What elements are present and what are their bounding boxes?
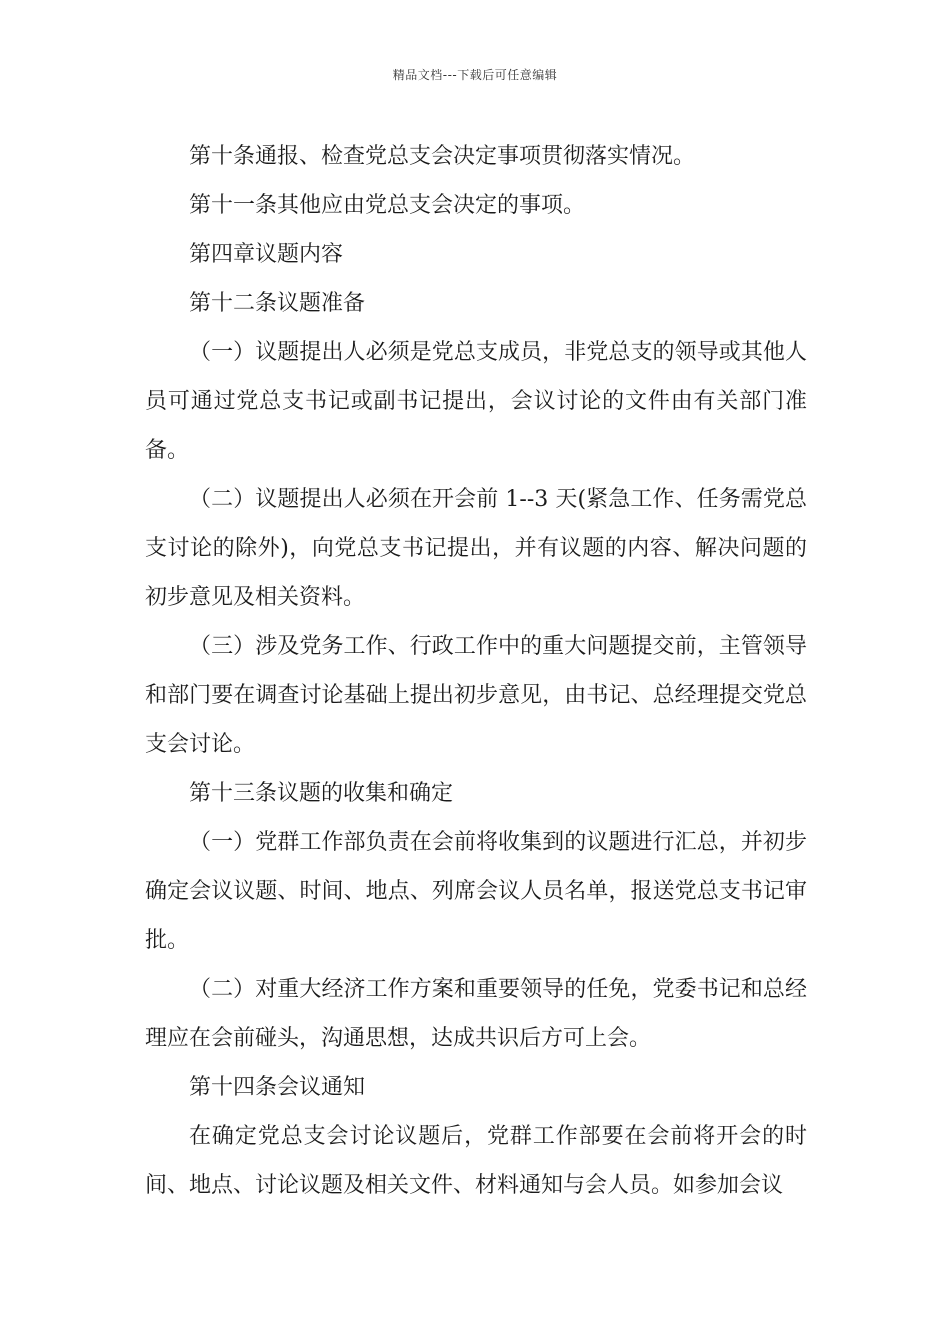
article-12-heading: 第十二条议题准备 — [189, 291, 366, 316]
article-10: 第十条通报、检查党总支会决定事项贯彻落实情况。 — [189, 144, 696, 169]
article-11: 第十一条其他应由党总支会决定的事项。 — [189, 193, 586, 218]
document-body — [145, 132, 807, 1210]
article-14-heading: 第十四条会议通知 — [189, 1075, 366, 1100]
article-12-item-3: （三）涉及党务工作、行政工作中的重大问题提交前，主管领导和部门要在调查讨论基础上提出初步意见，由书记、总经理提交党总支会讨论。 — [145, 634, 807, 757]
article-12-item-1: （一）议题提出人必须是党总支成员，非党总支的领导或其他人员可通过党总支书记或副书记提出，会议讨论的文件由有关部门准备。 — [145, 340, 807, 463]
article-14-body: 在确定党总支会讨论议题后，党群工作部要在会前将开会的时间、地点、讨论议题及相关文件、材料通知与会人员。如参加会议 — [145, 1124, 807, 1198]
chapter-4-heading: 第四章议题内容 — [189, 242, 344, 267]
article-12-item-2: （二）议题提出人必须在开会前 1--3 天(紧急工作、任务需党总支讨论的除外)，向党总支书记提出，并有议题的内容、解决问题的初步意见及相关资料。 — [145, 487, 807, 610]
article-13-item-2: （二）对重大经济工作方案和重要领导的任免，党委书记和总经理应在会前碰头，沟通思想，达成共识后方可上会。 — [145, 977, 807, 1051]
page-header: 精品文档---下载后可任意编辑 — [392, 68, 558, 82]
article-13-heading: 第十三条议题的收集和确定 — [189, 781, 454, 806]
article-13-item-1: （一）党群工作部负责在会前将收集到的议题进行汇总，并初步确定会议议题、时间、地点、列席会议人员名单，报送党总支书记审批。 — [145, 830, 807, 953]
